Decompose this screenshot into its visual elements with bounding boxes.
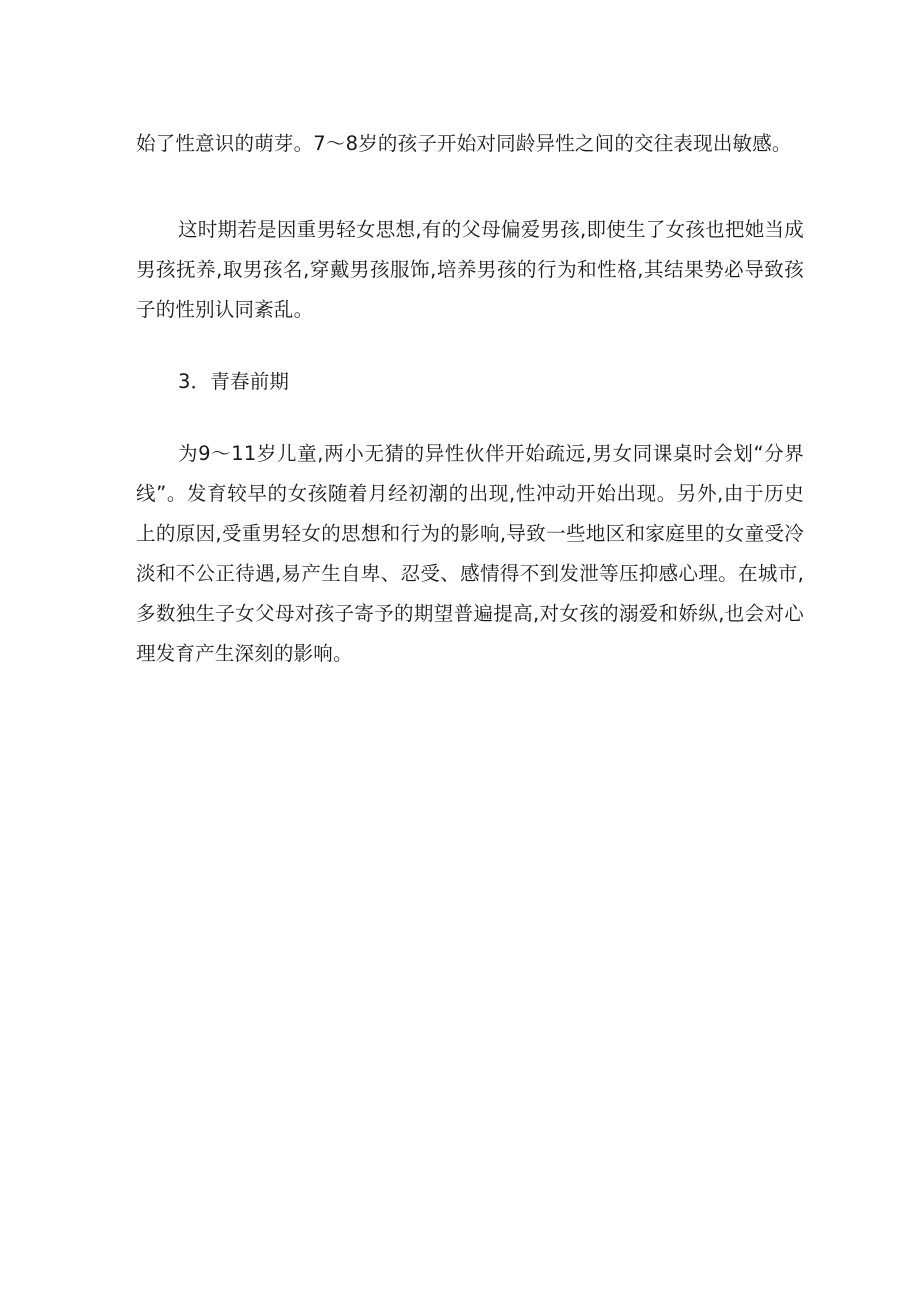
section-heading-prepuberty: 3．青春前期 xyxy=(178,370,290,393)
paragraph-gender-preference: 这时期若是因重男轻女思想,有的父母偏爱男孩,即使生了女孩也把她当成男孩抚养,取男孩名,穿戴男孩服饰,培养男孩的行为和性格,其结果势必导致孩子的性别认同紊乱。 xyxy=(136,218,804,321)
paragraph-continuation: 始了性意识的萌芽。7～8岁的孩子开始对同龄异性之间的交往表现出敏感。 xyxy=(136,132,792,155)
paragraph-prepuberty: 为9～11岁儿童,两小无猜的异性伙伴开始疏远,男女同课桌时会划“分界线”。发育较早的女孩随着月经初潮的出现,性冲动开始出现。另外,由于历史上的原因,受重男轻女的思想和行为的影响,导致一些地区和家庭里的女童受冷淡和不公正待遇,易产生自卑、忍受、感情得不到发泄等压抑感心理。在城市,多数独生子女父母对孩子寄予的期望普遍提高,对女孩的溺爱和娇纵,也会对心理发育产生深刻的影响。 xyxy=(136,442,804,665)
